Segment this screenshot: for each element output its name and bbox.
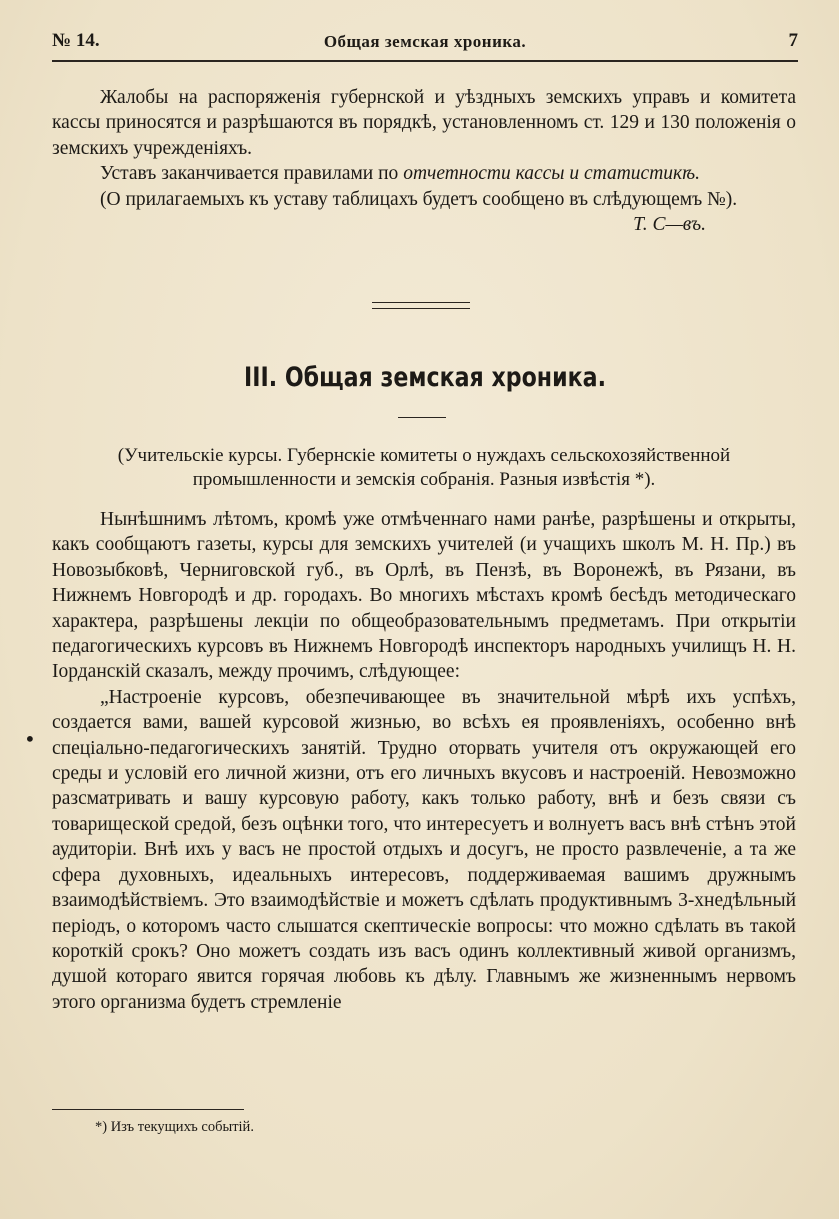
- margin-mark: •: [24, 727, 36, 751]
- footnote: *) Изъ текущихъ событій.: [95, 1119, 254, 1135]
- section-divider: [372, 302, 470, 309]
- section-title: III. Общая земская хроника.: [244, 362, 606, 393]
- footnote-rule: [52, 1109, 244, 1110]
- signature: Т. С—въ.: [633, 214, 706, 236]
- running-head: [52, 30, 798, 58]
- header-rule: [52, 60, 798, 62]
- top-text: [52, 85, 796, 237]
- issue-number: № 14.: [52, 30, 100, 51]
- body-paragraph-2: „Настроеніе курсовъ, обезпечивающее въ значительной мѣрѣ ихъ успѣхъ, создается вами, вашей курсовой жизнью, во всѣхъ ея проявленіяхъ, особенно внѣ спеціально-педагогическихъ занятій. Трудно оторвать учителя отъ окружающей его среды и условій его личной жизни, отъ его личныхъ вкусовъ и настроеній. Невозможно разсматривать и вашу курсовую работу, какъ только работу, внѣ и безъ связи съ товарищеской средой, безъ оцѣнки того, что интересуетъ и волнуетъ васъ внѣ стѣнъ этой аудиторіи. Внѣ ихъ у васъ не простой отдыхъ и досугъ, не просто развлеченіе, а та же сфера духовныхъ, идеальныхъ интересовъ, поддерживаемая вашимъ дружнымъ взаимодѣйствіемъ. Это взаимодѣйствіе и можетъ сдѣлать продуктивнымъ 3-хнедѣльный періодъ, о которомъ часто слышатся скептическіе вопросы: что можно сдѣлать въ такой короткій срокъ? Оно можетъ создать изъ васъ одинъ коллективный живой организмъ, душой котораго явится горячая любовь къ дѣлу. Главнымъ же жизненнымъ нервомъ этого организма будетъ стремленіе: [52, 686, 796, 1013]
- body-paragraph-1: Нынѣшнимъ лѣтомъ, кромѣ уже отмѣченнаго нами ранѣе, разрѣшены и открыты, какъ сообщаютъ газеты, курсы для земскихъ учителей (и учащихъ школъ М. Н. Пр.) въ Новозыбковѣ, Черниговской губ., въ Орлѣ, въ Пензѣ, въ Воронежѣ, въ Рязани, въ Нижнемъ Новгородѣ и др. городахъ. Во многихъ мѣстахъ кромѣ бесѣдъ методическаго характера, разрѣшены лекціи по общеобразовательнымъ предметамъ. При открытіи педагогическихъ курсовъ въ Нижнемъ Новгородѣ инспекторъ народныхъ училищъ Н. Н. Іорданскій сказалъ, между прочимъ, слѣдующее:: [52, 509, 796, 683]
- section-subtitle: (Учительскіе курсы. Губернскіе комитеты о нуждахъ сельскохозяйственной промышленности и земскія собранія. Разныя извѣстія *).: [117, 445, 731, 490]
- body-text: [52, 507, 796, 1015]
- top-paragraph-2-italic: отчетности кассы и статистикѣ.: [403, 163, 701, 185]
- top-paragraph-2: [52, 161, 796, 186]
- top-paragraph-2-start: Уставъ заканчивается правилами по: [100, 163, 404, 185]
- title-rule: [398, 417, 446, 418]
- top-paragraph-3: (О прилагаемыхъ къ уставу таблицахъ будетъ сообщено въ слѣдующемъ №).: [100, 188, 738, 210]
- page-number: 7: [788, 30, 798, 51]
- running-title: Общая земская хроника.: [323, 32, 527, 51]
- top-paragraph-1: Жалобы на распоряженія губернской и уѣздныхъ земскихъ управъ и комитета кассы приносятся и разрѣшаются въ порядкѣ, установленномъ ст. 129 и 130 положенія о земскихъ учрежденіяхъ.: [52, 87, 796, 159]
